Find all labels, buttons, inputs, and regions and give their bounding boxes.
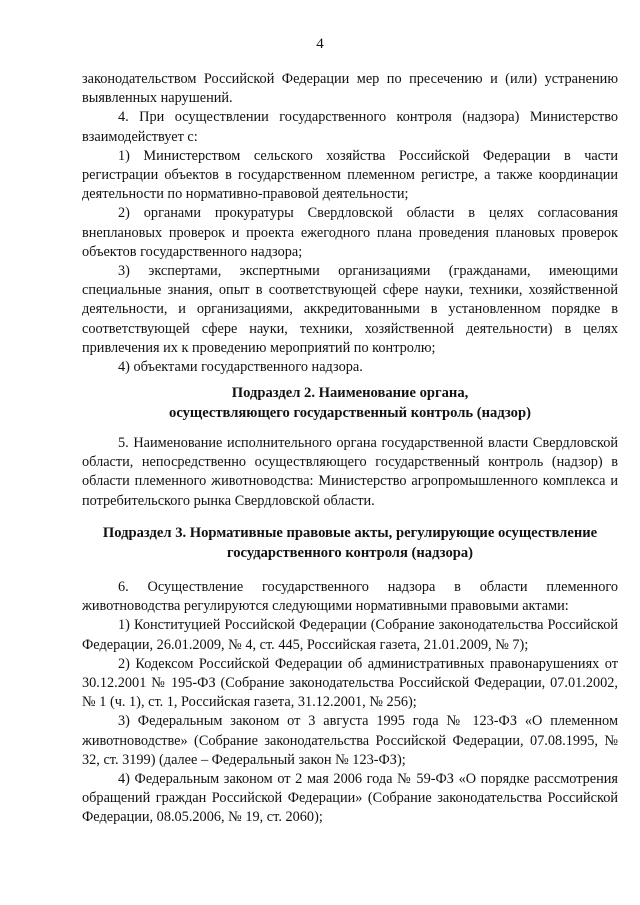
paragraph-continuation: законодательством Российской Федерации мер по пресечению и (или) устранению выявленных нарушений. — [82, 71, 618, 107]
heading-line: Подраздел 2. Наименование органа, — [231, 385, 469, 401]
paragraph-item-6: 6. Осуществление государственного надзора в области племенного животноводства регулируются следующими нормативными правовыми актами: — [82, 579, 618, 615]
list-item: 3) экспертами, экспертными организациями (гражданами, имеющими специальные знания, опыт в соответствующей сфере науки, техники, хозяйственной деятельности, и организациями, аккредитованными в установленном порядке в соответствующей сфере науки, техники, хозяйственной деятельности) в целях привлечения их к проведению мероприятий по контролю; — [82, 263, 618, 356]
list-item: 4) Федеральным законом от 2 мая 2006 года № 59-ФЗ «О порядке рассмотрения обращений граждан Российской Федерации» (Собрание законодательства Российской Федерации, 08.05.2006, № 19, ст. 2060); — [82, 771, 618, 826]
list-item: 2) Кодексом Российской Федерации об административных правонарушениях от 30.12.2001 № 195-ФЗ (Собрание законодательства Российской Федерации, 07.01.2002, № 1 (ч. 1), ст. 1, Российская газета, 31.12.2001, № 256); — [82, 655, 618, 711]
heading-line: Подраздел 3. Нормативные правовые акты, регулирующие осуществление — [102, 525, 598, 541]
paragraph-item-4: 4. При осуществлении государственного контроля (надзора) Министерство взаимодействует с: — [82, 109, 618, 145]
subsection-2-heading — [82, 384, 618, 423]
heading-line: осуществляющего государственный контроль (надзор) — [169, 404, 531, 421]
page-number: 4 — [316, 36, 324, 52]
list-item: 3) Федеральным законом от 3 августа 1995 года № 123-ФЗ «О племенном животноводстве» (Собрание законодательства Российской Федерации, 07.08.1995, № 32, ст. 3199) (далее – Федеральный закон № 123-ФЗ); — [82, 713, 618, 768]
section-legal-acts — [82, 578, 618, 828]
list-item: 2) органами прокуратуры Свердловской области в целях согласования внеплановых проверок и проекта ежегодного плана проведения плановых проверок объектов государственного надзора; — [82, 205, 618, 260]
heading-line: государственного контроля (надзора) — [226, 544, 474, 561]
list-item: 1) Конституцией Российской Федерации (Собрание законодательства Российской Федерации, 26.01.2009, № 4, ст. 445, Российская газета, 21.01.2009, № 7); — [82, 617, 618, 653]
paragraph-item-5: 5. Наименование исполнительного органа государственной власти Свердловской области, непосредственно осуществляющего государственный контроль (надзор) в области племенного животноводства: Министерство агропромышленного комплекса и потребительского рынка Свердловской области. — [82, 435, 618, 509]
subsection-3-heading — [82, 524, 618, 563]
section-interaction — [82, 70, 618, 377]
list-item: 1) Министерством сельского хозяйства Российской Федерации в части регистрации объектов в государственном племенном регистре, а также координации деятельности по нормативно-правовой деятельности; — [82, 147, 618, 203]
section-authority-name — [82, 434, 618, 511]
list-item: 4) объектами государственного надзора. — [118, 359, 363, 376]
